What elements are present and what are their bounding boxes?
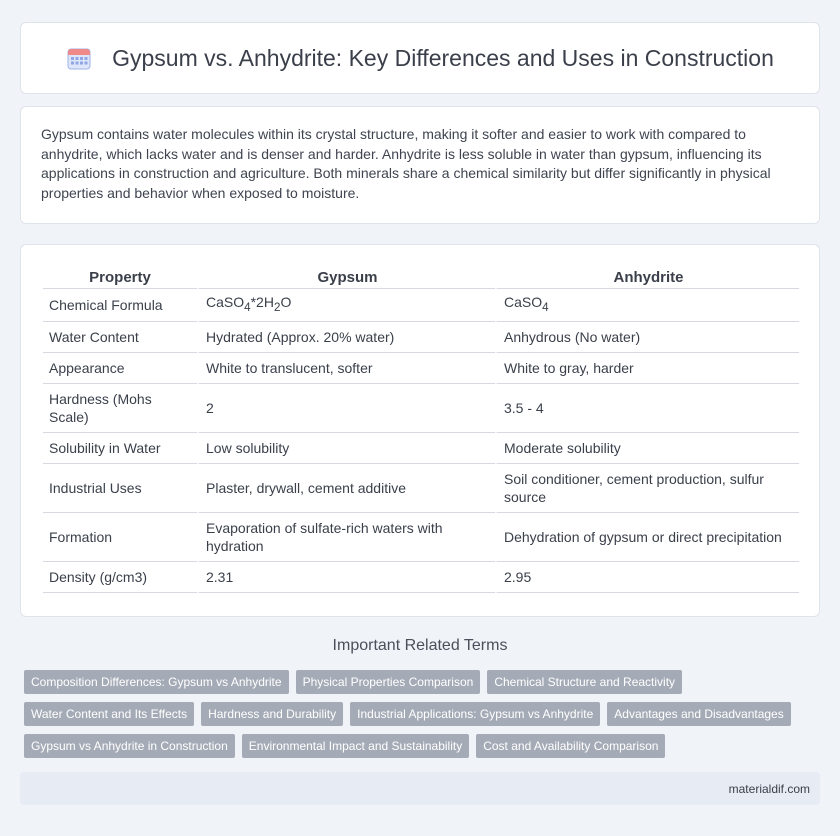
anhydrite-cell: Dehydration of gypsum or direct precipitation (495, 513, 799, 562)
table-row (43, 513, 799, 562)
gypsum-cell: Plaster, drywall, cement additive (197, 464, 495, 513)
anhydrite-cell: 2.95 (495, 562, 799, 593)
page-title: Gypsum vs. Anhydrite: Key Differences and Uses in Construction (112, 44, 774, 71)
related-tag[interactable]: Industrial Applications: Gypsum vs Anhydrite (350, 702, 600, 726)
anhydrite-formula-cell: CaSO$_4$ (495, 289, 799, 322)
gypsum-formula-cell: $CaSO_4*2H_2O$ (197, 289, 495, 322)
tag-row (24, 670, 814, 694)
column-header-property: Property (43, 263, 197, 289)
property-cell: Formation (43, 513, 197, 562)
gypsum-cell: 2 (197, 384, 495, 433)
footer-site-link[interactable]: materialdif.com (728, 782, 810, 796)
related-tag[interactable]: Physical Properties Comparison (296, 670, 481, 694)
calendar-icon (66, 45, 92, 71)
column-header-gypsum: Gypsum (197, 263, 495, 289)
property-cell: Density (g/cm3) (43, 562, 197, 593)
related-tag[interactable]: Advantages and Disadvantages (607, 702, 790, 726)
anhydrite-cell: Moderate solubility (495, 433, 799, 464)
table-row (43, 562, 799, 593)
table-row (43, 322, 799, 353)
table-header-row (43, 263, 799, 289)
tag-row (24, 702, 814, 726)
property-cell: Water Content (43, 322, 197, 353)
anhydrite-cell: 3.5 - 4 (495, 384, 799, 433)
related-tag[interactable]: Chemical Structure and Reactivity (487, 670, 682, 694)
property-cell: Solubility in Water (43, 433, 197, 464)
gypsum-cell: Evaporation of sulfate-rich waters with hydration (197, 513, 495, 562)
intro-card (20, 106, 820, 224)
table-row (43, 289, 799, 322)
anhydrite-cell: Anhydrous (No water) (495, 322, 799, 353)
related-tag[interactable]: Cost and Availability Comparison (476, 734, 665, 758)
anhydrite-cell: Soil conditioner, cement production, sulfur source (495, 464, 799, 513)
header-card (20, 22, 820, 94)
column-header-anhydrite: Anhydrite (495, 263, 799, 289)
property-cell: Hardness (Mohs Scale) (43, 384, 197, 433)
intro-text: Gypsum contains water molecules within its crystal structure, making it softer and easier to work with compared to anhydrite, which lacks water and is denser and harder. Anhydrite is less soluble in water than gypsum, influencing its applications in construction and agriculture. Both minerals share a chemical similarity but differ significantly in physical properties and behavior when exposed to moisture. (41, 126, 771, 201)
anhydrite-cell: White to gray, harder (495, 353, 799, 384)
table-row (43, 384, 799, 433)
related-tag[interactable]: Gypsum vs Anhydrite in Construction (24, 734, 235, 758)
gypsum-cell: Hydrated (Approx. 20% water) (197, 322, 495, 353)
table-row (43, 433, 799, 464)
comparison-table (43, 263, 799, 593)
property-cell: Industrial Uses (43, 464, 197, 513)
gypsum-cell: White to translucent, softer (197, 353, 495, 384)
comparison-table-card (20, 244, 820, 617)
related-tag[interactable]: Composition Differences: Gypsum vs Anhydrite (24, 670, 289, 694)
table-row (43, 353, 799, 384)
related-tag[interactable]: Hardness and Durability (201, 702, 343, 726)
related-tag[interactable]: Environmental Impact and Sustainability (242, 734, 469, 758)
footer-bar (20, 772, 820, 805)
related-terms-title: Important Related Terms (332, 637, 508, 654)
gypsum-cell: Low solubility (197, 433, 495, 464)
related-terms-tags (24, 670, 814, 766)
table-row (43, 464, 799, 513)
property-cell: Appearance (43, 353, 197, 384)
related-tag[interactable]: Water Content and Its Effects (24, 702, 194, 726)
tag-row (24, 734, 814, 758)
property-cell: Chemical Formula (43, 289, 197, 322)
gypsum-cell: 2.31 (197, 562, 495, 593)
